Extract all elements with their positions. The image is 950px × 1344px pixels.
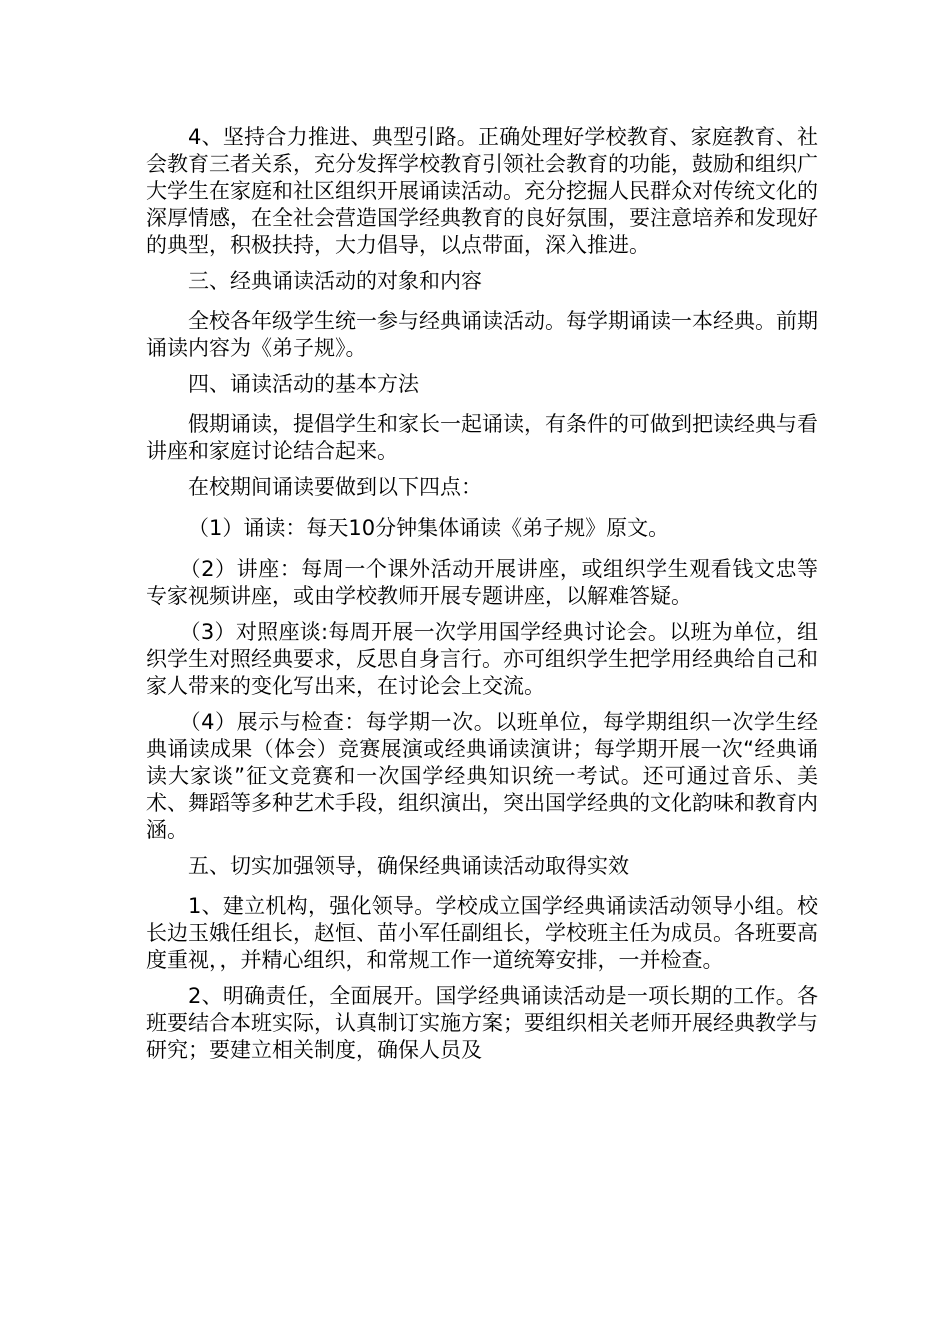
paragraph-holiday-reading: 假期诵读，提倡学生和家长一起诵读，有条件的可做到把读经典与看讲座和家庭讨论结合起来。	[146, 412, 818, 463]
paragraph-participants: 全校各年级学生统一参与经典诵读活动。每学期诵读一本经典。前期诵读内容为《弟子规》。	[146, 309, 818, 360]
list-item-3-discussion: （3）对照座谈:每周开展一次学用国学经典讨论会。以班为单位，组织学生对照经典要求，反思自身言行。亦可组织学生把学用经典给自己和家人带来的变化写出来，在讨论会上交流。	[146, 620, 818, 698]
paragraph-responsibility-2: 2、明确责任，全面展开。国学经典诵读活动是一项长期的工作。各班要结合本班实际，认真制订实施方案；要组织相关老师开展经典教学与研究；要建立相关制度，确保人员及	[146, 984, 818, 1062]
paragraph-school-reading-intro: 在校期间诵读要做到以下四点：	[188, 475, 482, 499]
list-item-1-reading: （1）诵读：每天10分钟集体诵读《弟子规》原文。	[188, 516, 670, 540]
section-heading-3: 三、经典诵读活动的对象和内容	[188, 269, 482, 293]
section-heading-5: 五、切实加强领导，确保经典诵读活动取得实效	[188, 854, 629, 878]
section-heading-4: 四、诵读活动的基本方法	[188, 372, 419, 396]
list-item-2-lectures: （2）讲座：每周一个课外活动开展讲座，或组织学生观看钱文忠等专家视频讲座，或由学校教师开展专题讲座，以解难答疑。	[146, 557, 818, 608]
list-item-4-exhibition: （4）展示与检查：每学期一次。以班单位，每学期组织一次学生经典诵读成果（体会）竞赛展演或经典诵读演讲；每学期开展一次“经典诵读大家谈”征文竞赛和一次国学经典知识统一考试。还可通过音乐、美术、舞蹈等多种艺术手段，组织演出，突出国学经典的文化韵味和教育内涵。	[146, 710, 818, 842]
document-body	[146, 124, 818, 1073]
paragraph-principle-4: 4、坚持合力推进、典型引路。正确处理好学校教育、家庭教育、社会教育三者关系，充分发挥学校教育引领社会教育的功能，鼓励和组织广大学生在家庭和社区组织开展诵读活动。充分挖掘人民群众对传统文化的深厚情感，在全社会营造国学经典教育的良好氛围，要注意培养和发现好的典型，积极扶持，大力倡导，以点带面，深入推进。	[146, 125, 818, 257]
paragraph-leadership-1: 1、建立机构，强化领导。学校成立国学经典诵读活动领导小组。校长边玉娥任组长，赵恒、苗小军任副组长，学校班主任为成员。各班要高度重视，，并精心组织，和常规工作一道统筹安排，一并检查。	[146, 894, 818, 972]
